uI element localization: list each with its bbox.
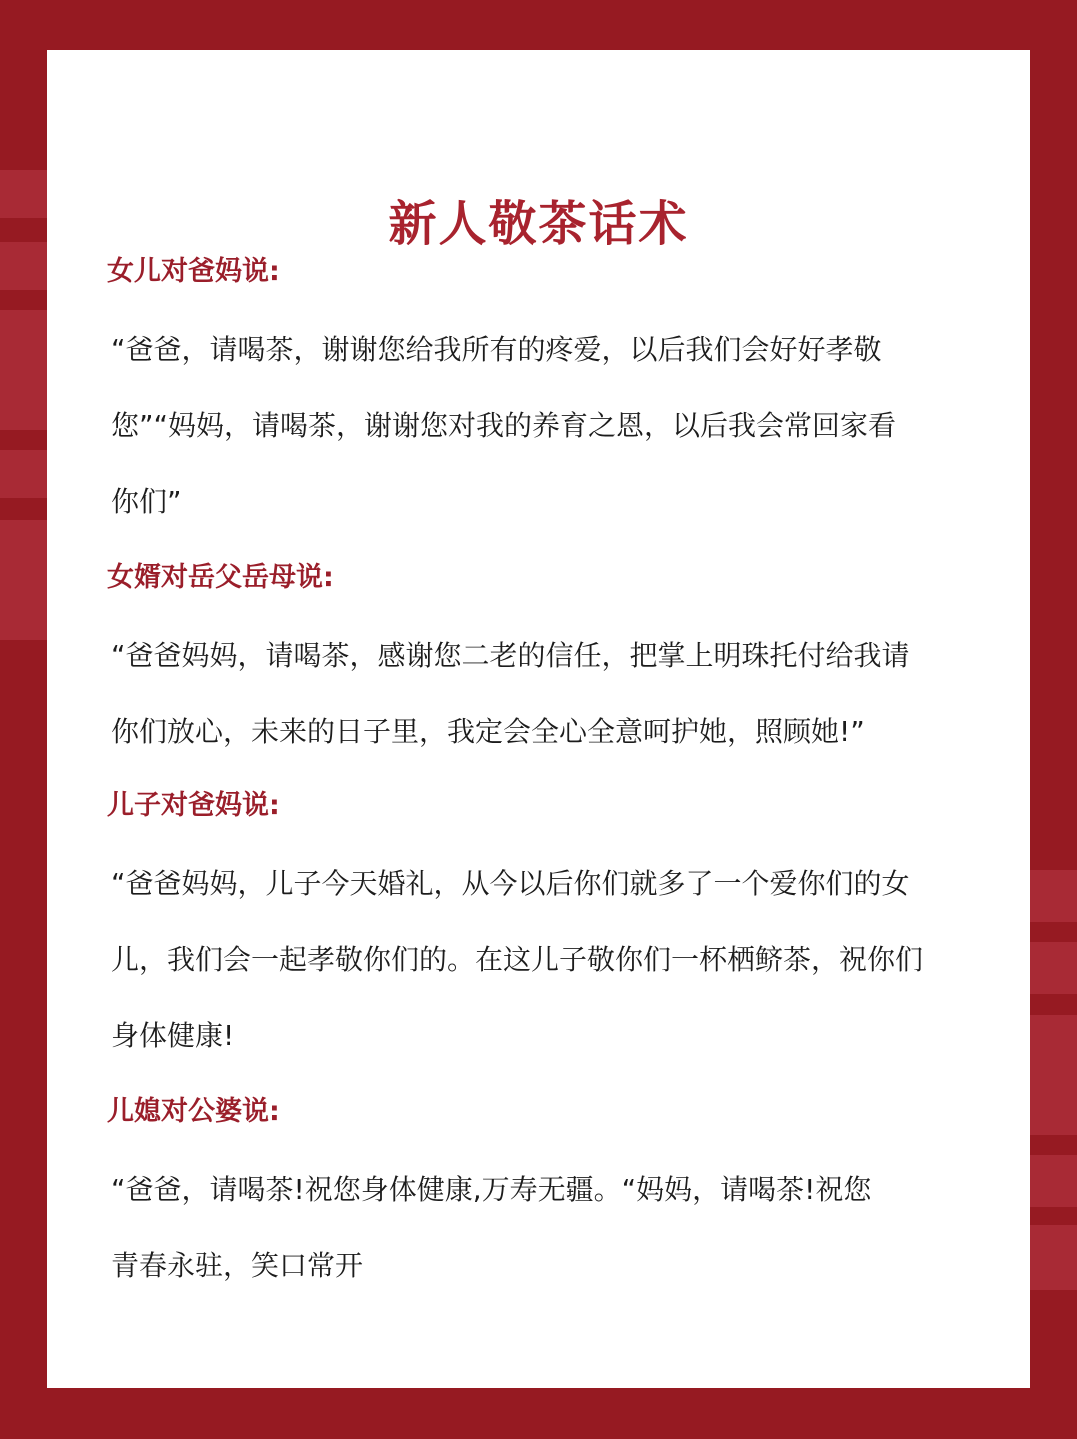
stripe [1030,942,1077,994]
stripe [0,170,47,218]
stripe [0,450,47,498]
stripe [1030,870,1077,922]
body-line: “爸爸妈妈，儿子今天婚礼，从今以后你们就多了一个爱你们的女 [111,867,910,900]
stripe [0,310,47,430]
right-stripes [1030,870,1077,1290]
stripe [0,242,47,290]
section-daughter-in-law [107,1092,977,1304]
content-card [47,50,1030,1388]
body-line: 您”“妈妈，请喝茶，谢谢您对我的养育之恩，以后我会常回家看 [111,409,897,442]
stripe [0,520,47,640]
section-heading: 女儿对爸妈说: [107,256,280,287]
section-heading: 女婿对岳父岳母说: [107,562,334,593]
body-line: 身体健康! [111,1019,235,1052]
body-line: “爸爸，请喝茶!祝您身体健康,万寿无疆。“妈妈，请喝茶!祝您 [111,1173,872,1206]
section-daughter [107,252,977,540]
section-son [107,786,977,1074]
body-line: 儿，我们会一起孝敬你们的。在这儿子敬你们一杯栖鲚茶，祝你们 [111,943,924,976]
body-line: “爸爸，请喝茶，谢谢您给我所有的疼爱，以后我们会好好孝敬 [111,333,882,366]
section-heading: 儿子对爸妈说: [107,790,280,821]
section-heading: 儿媳对公婆说: [107,1096,280,1127]
body-line: 青春永驻，笑口常开 [111,1249,364,1282]
body-line: “爸爸妈妈，请喝茶，感谢您二老的信任，把掌上明珠托付给我请 [111,639,910,672]
page-title: 新人敬茶话术 [388,196,689,252]
left-stripes [0,170,47,640]
stripe [1030,1225,1077,1290]
section-son-in-law [107,558,977,770]
stripe [1030,1015,1077,1135]
stripe [1030,1155,1077,1207]
body-line: 你们” [111,485,182,518]
body-line: 你们放心，未来的日子里，我定会全心全意呵护她，照顾她!” [111,715,865,748]
